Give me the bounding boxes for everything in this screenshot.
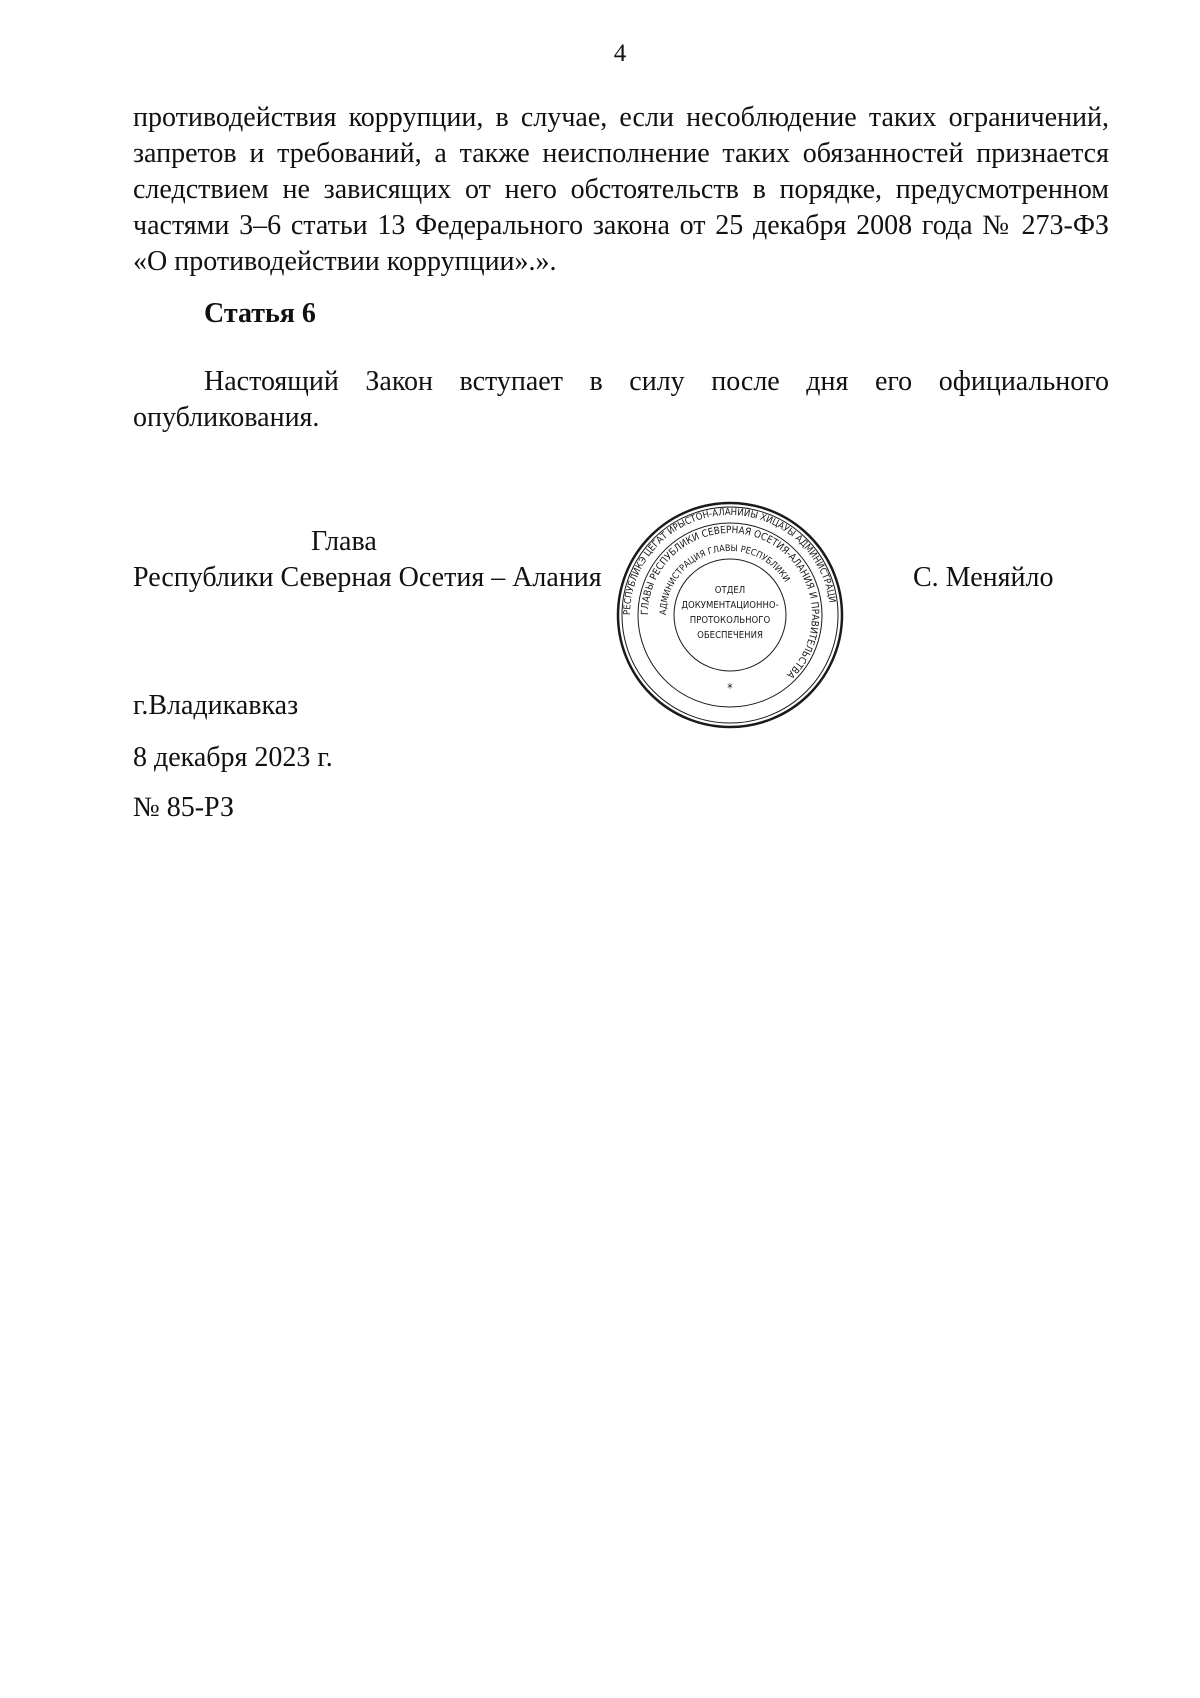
page-number: 4 [613,40,627,67]
signature-organization: Республики Северная Осетия – Алания [133,562,602,593]
stamp-star-icon: * [727,681,733,695]
signature-title: Глава [311,526,377,557]
article-heading: Статья 6 [204,298,316,329]
place-of-signing: г.Владикавказ [133,690,299,721]
stamp-center-line-3: ПРОТОКОЛЬНОГО [689,615,771,626]
paragraph-continuation: противодействия коррупции, в случае, если несоблюдение таких ограничений, запретов и требований, а также неисполнение таких обязанностей признается следствием не зависящих от него обстоятельств в порядке, предусмотренном частями 3–6 статьи 13 Федерального закона от 25 декабря 2008 года № 273-ФЗ «О противодействии коррупции».». [133,102,1109,277]
signing-date: 8 декабря 2023 г. [133,742,333,773]
paragraph-article-6: Настоящий Закон вступает в силу после дня его официального опубликования. [133,366,1109,433]
signature-name: С. Меняйло [913,562,1054,593]
stamp-center-line-4: ОБЕСПЕЧЕНИЯ [697,630,763,641]
stamp-inner-ring-text: АДМИНИСТРАЦИЯ ГЛАВЫ РЕСПУБЛИКИ [658,543,792,616]
official-seal-stamp [615,500,845,730]
stamp-center-line-1: ОТДЕЛ [714,585,746,596]
stamp-center-line-2: ДОКУМЕНТАЦИОННО- [681,600,779,611]
stamp-outer-ring-text: РЕСПУБЛИКЭ ЦЕГАТ ИРЫСТОН-АЛАНИЙЫ ХИЦАУЫ АДМИНИСТРАЦИ [621,506,838,616]
law-number: № 85-РЗ [133,792,234,823]
stamp-middle-ring-text: ГЛАВЫ РЕСПУБЛИКИ СЕВЕРНАЯ ОСЕТИЯ-АЛАНИЯ И ПРАВИТЕЛЬСТВА [639,524,821,681]
